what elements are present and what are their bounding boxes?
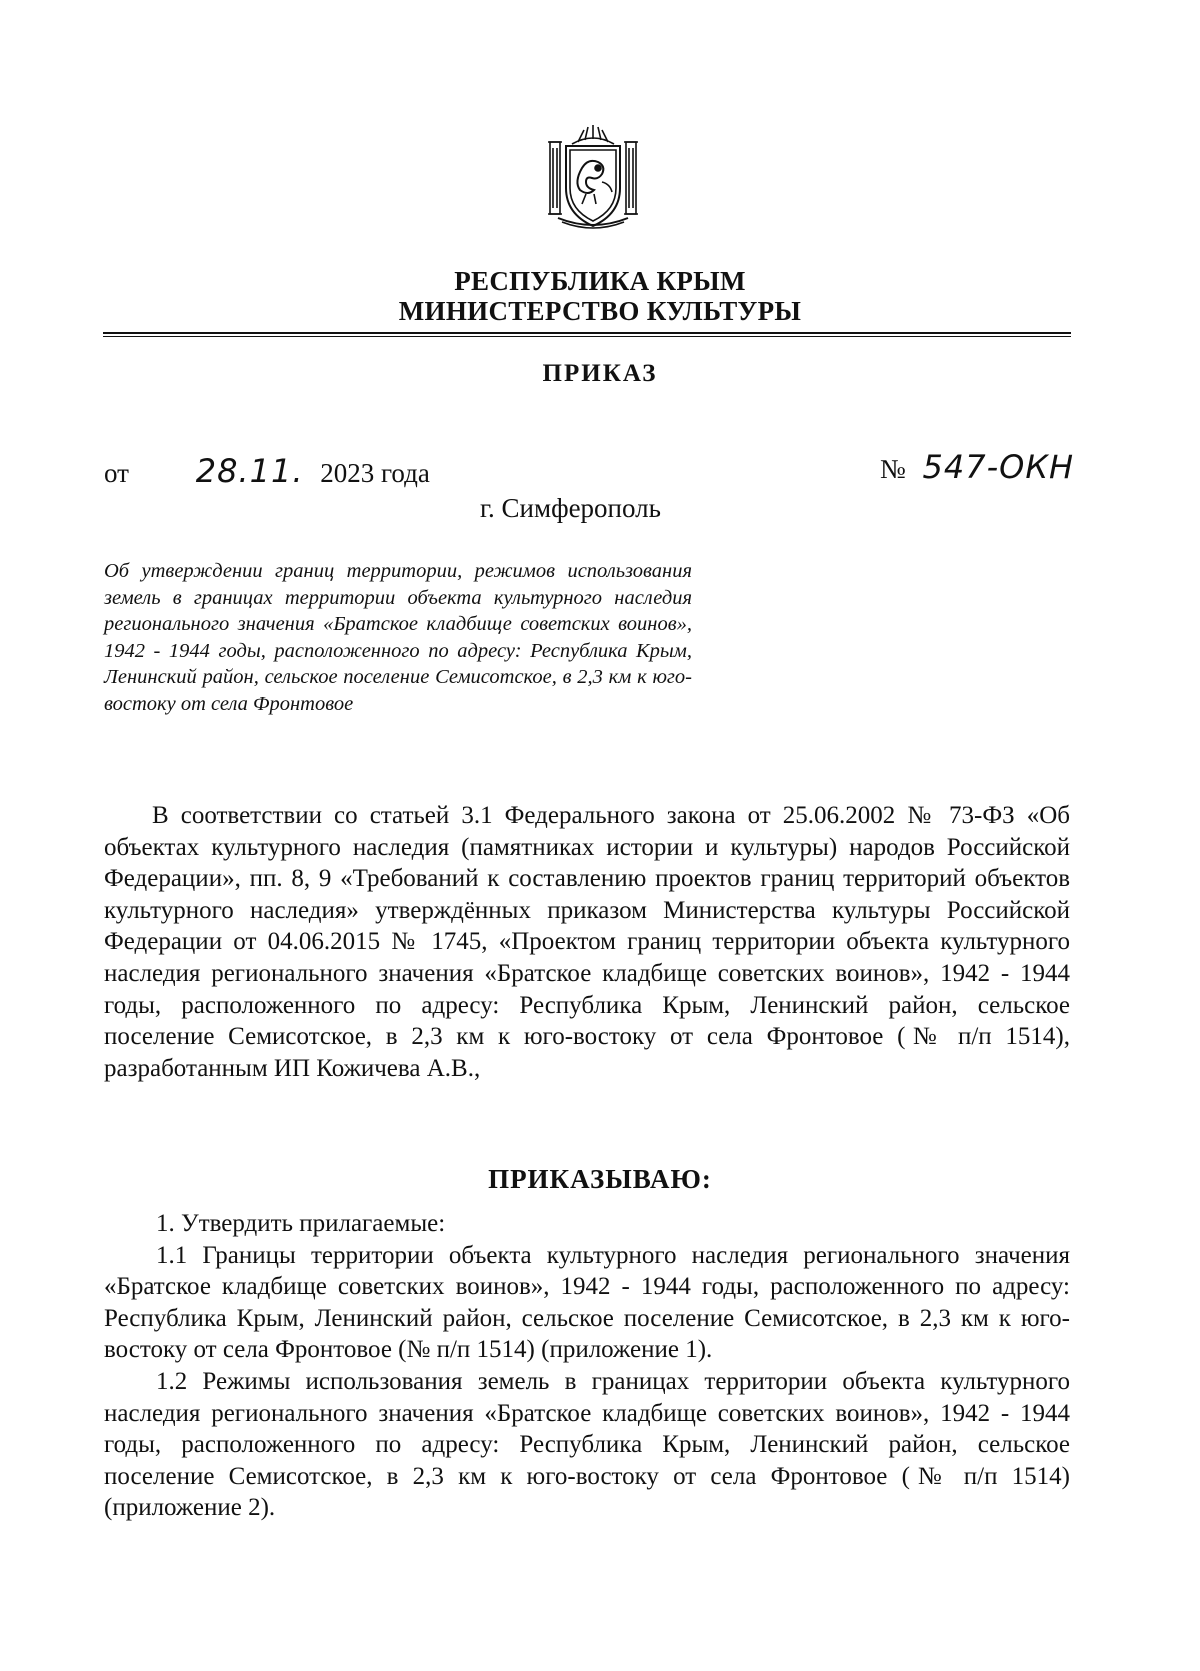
- order-heading: ПРИКАЗЫВАЮ:: [488, 1164, 712, 1194]
- order-item-1: 1. Утвердить прилагаемые:: [156, 1210, 446, 1237]
- handwritten-date: 28.11.: [195, 452, 304, 490]
- document-number: [880, 448, 1074, 486]
- header-divider-thin: [103, 336, 1071, 337]
- header-ministry: МИНИСТЕРСТВО КУЛЬТУРЫ: [398, 296, 802, 326]
- document-type: ПРИКАЗ: [542, 360, 658, 387]
- number-sign: №: [880, 454, 906, 484]
- header-divider: [103, 332, 1071, 334]
- order-item-1-2: 1.2 Режимы использования земель в границах территории объекта культурного наследия регионального значения «Братское кладбище советских воинов», 1942 - 1944 годы, расположенного по адресу: Республика Крым, Ленинский район, сельское поселение Семисотское, в 2,3 км к юго-востоку от села Фронтовое (№ п/п 1514) (приложение 2).: [104, 1367, 1070, 1522]
- document-city: г. Симферополь: [480, 493, 661, 523]
- preamble: [104, 800, 1070, 1084]
- preamble-text: В соответствии со статьей 3.1 Федерального закона от 25.06.2002 № 73-ФЗ «Об объектах культурного наследия (памятниках истории и культуры) народов Российской Федерации», пп. 8, 9 «Требований к составлению проектов границ территорий объектов культурного наследия» утверждённых приказом Министерства культуры Российской Федерации от 04.06.2015 № 1745, «Проектом границ территории объекта культурного наследия регионального значения «Братское кладбище советских воинов», 1942 - 1944 годы, расположенного по адресу: Республика Крым, Ленинский район, сельское поселение Семисотское, в 2,3 км к юго-востоку от села Фронтовое (№ п/п 1514), разработанным ИП Кожичева А.В.,: [104, 802, 1070, 1082]
- order-item-1-1: 1.1 Границы территории объекта культурного наследия регионального значения «Братское кладбище советских воинов», 1942 - 1944 годы, расположенного по адресу: Республика Крым, Ленинский район, сельское поселение Семисотское, в 2,3 км к юго-востоку от села Фронтовое (№ п/п 1514) (приложение 1).: [104, 1241, 1070, 1364]
- document-date: [104, 452, 430, 490]
- order-items: [104, 1208, 1070, 1524]
- date-prefix: от: [104, 458, 129, 488]
- document-subject: Об утверждении границ территории, режимов использования земель в границах территории объекта культурного наследия регионального значения «Братское кладбище советских воинов», 1942 - 1944 годы, расположенного по адресу: Республика Крым, Ленинский район, сельское поселение Семисотское, в 2,3 км к юго-востоку от села Фронтовое: [104, 560, 692, 715]
- handwritten-number: 547-ОКН: [922, 448, 1075, 486]
- header-republic: РЕСПУБЛИКА КРЫМ: [454, 266, 746, 296]
- date-year: 2023 года: [320, 458, 430, 488]
- crimea-coat-of-arms-icon: [538, 122, 648, 232]
